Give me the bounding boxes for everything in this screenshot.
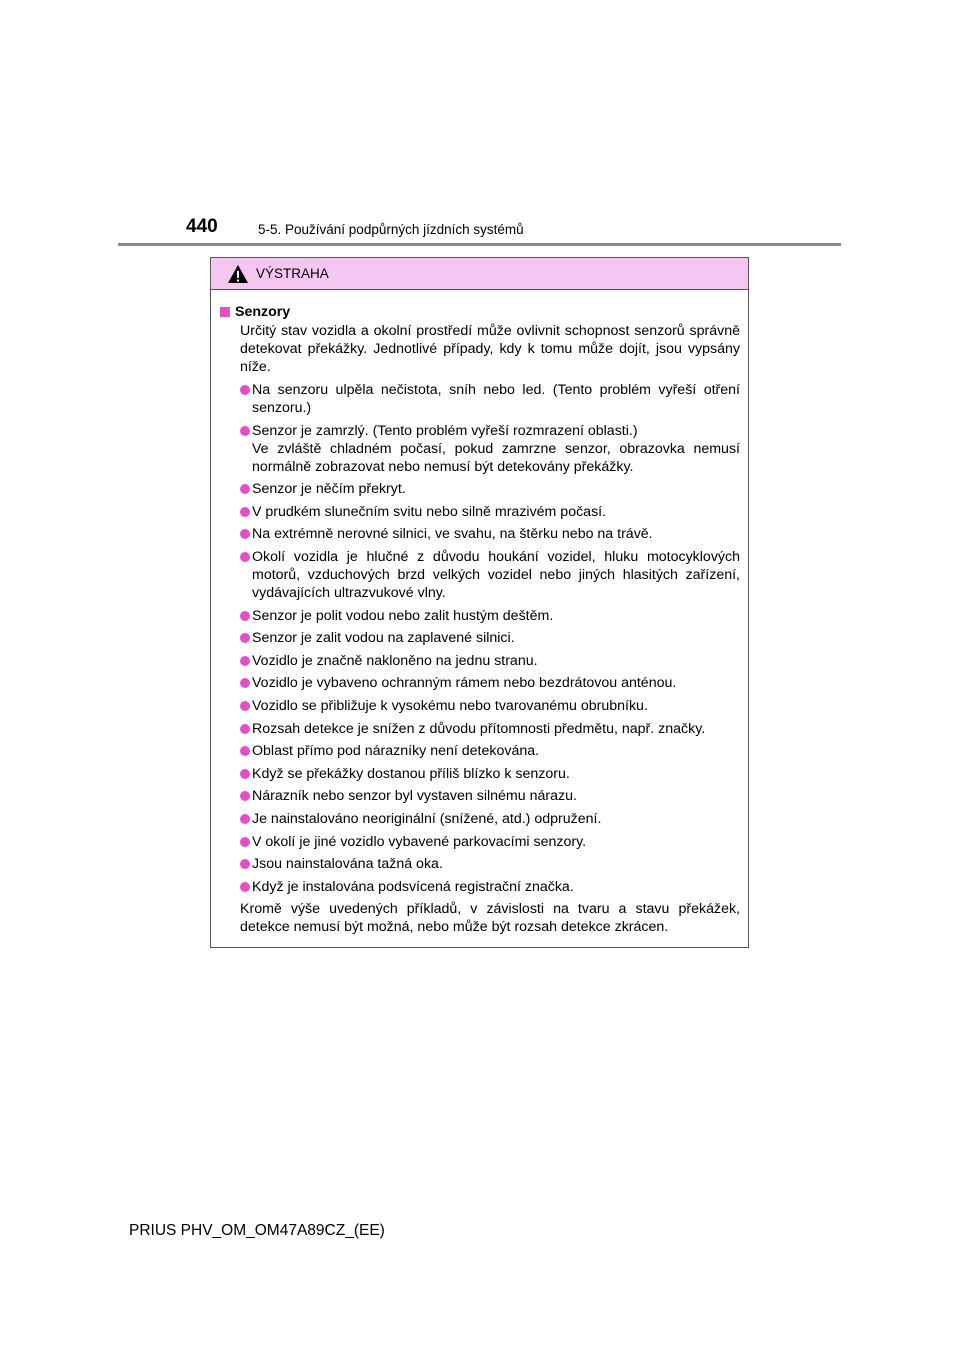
list-item bbox=[240, 525, 740, 543]
round-bullet-icon bbox=[240, 859, 250, 869]
round-bullet-icon bbox=[240, 611, 250, 621]
list-item-text: Ve zvláště chladném počasí, pokud zamrzne senzor, obrazovka nemusí normálně zobrazovat nebo nemusí být detekovány překážky. bbox=[252, 440, 740, 475]
subheading bbox=[220, 303, 740, 321]
page-number: 440 bbox=[186, 216, 218, 237]
warning-body bbox=[211, 290, 748, 936]
list-item-text: Když se překážky dostanou příliš blízko k senzoru. bbox=[252, 765, 570, 782]
round-bullet-icon bbox=[240, 746, 250, 756]
list-item-text: Vozidlo je vybaveno ochranným rámem nebo bezdrátovou anténou. bbox=[252, 675, 677, 692]
list-item-text: V okolí je jiné vozidlo vybavené parkovacími senzory. bbox=[252, 833, 587, 850]
list-item bbox=[240, 765, 740, 783]
list-item bbox=[240, 810, 740, 828]
list-item-text: Senzor je zamrzlý. (Tento problém vyřeší rozmrazení oblasti.) bbox=[252, 422, 638, 439]
list-item-text: Oblast přímo pod nárazníky není detekována. bbox=[252, 743, 540, 760]
list-item bbox=[240, 629, 740, 647]
warning-header bbox=[211, 258, 748, 290]
list-item bbox=[240, 480, 740, 498]
round-bullet-icon bbox=[240, 385, 250, 395]
list-item bbox=[240, 422, 740, 476]
list-item bbox=[240, 381, 740, 417]
list-item bbox=[240, 697, 740, 715]
round-bullet-icon bbox=[240, 769, 250, 779]
closing-text: Kromě výše uvedených příkladů, v závislosti na tvaru a stavu překážek, detekce nemusí být možná, nebo může být rozsah detekce zkrácen. bbox=[240, 901, 740, 936]
list-item-text: Když je instalována podsvícená registrační značka. bbox=[252, 878, 574, 895]
list-item-text: Jsou nainstalována tažná oka. bbox=[252, 856, 443, 873]
round-bullet-icon bbox=[240, 724, 250, 734]
list-item-text: Na senzoru ulpěla nečistota, sníh nebo led. (Tento problém vyřeší otření senzoru.) bbox=[252, 382, 740, 416]
round-bullet-icon bbox=[240, 529, 250, 539]
bullet-list bbox=[220, 381, 740, 896]
section-title: 5-5. Používání podpůrných jízdních systémů bbox=[258, 222, 524, 237]
list-item-text: Rozsah detekce je snížen z důvodu přítomnosti předmětu, např. značky. bbox=[252, 720, 706, 737]
round-bullet-icon bbox=[240, 484, 250, 494]
list-item bbox=[240, 607, 740, 625]
list-item bbox=[240, 742, 740, 760]
list-item-text: Nárazník nebo senzor byl vystaven silnému nárazu. bbox=[252, 788, 577, 805]
list-item-text: Je nainstalováno neoriginální (snížené, atd.) odpružení. bbox=[252, 810, 602, 827]
list-item-text: Vozidlo se přibližuje k vysokému nebo tvarovanému obrubníku. bbox=[252, 697, 648, 714]
list-item-text: Senzor je polit vodou nebo zalit hustým deštěm. bbox=[252, 607, 554, 624]
round-bullet-icon bbox=[240, 814, 250, 824]
list-item bbox=[240, 878, 740, 896]
list-item bbox=[240, 548, 740, 602]
square-bullet-icon bbox=[220, 307, 230, 317]
warning-triangle-icon bbox=[227, 264, 249, 284]
round-bullet-icon bbox=[240, 678, 250, 688]
list-item bbox=[240, 503, 740, 521]
round-bullet-icon bbox=[240, 426, 250, 436]
round-bullet-icon bbox=[240, 701, 250, 711]
list-item bbox=[240, 652, 740, 670]
round-bullet-icon bbox=[240, 633, 250, 643]
header-divider bbox=[118, 243, 841, 246]
list-item-text: Okolí vozidla je hlučné z důvodu houkání vozidel, hluku motocyklových motorů, vzduchových brzd velkých vozidel nebo jiných hlasitých zařízení, vydávajících ultrazvukové vlny. bbox=[252, 548, 740, 601]
list-item-text: Senzor je něčím překryt. bbox=[252, 481, 406, 498]
round-bullet-icon bbox=[240, 656, 250, 666]
warning-label: VÝSTRAHA bbox=[256, 266, 329, 281]
list-item-text: V prudkém slunečním svitu nebo silně mrazivém počasí. bbox=[252, 503, 607, 520]
subheading-text: Senzory bbox=[235, 304, 291, 320]
round-bullet-icon bbox=[240, 507, 250, 517]
list-item-text: Senzor je zalit vodou na zaplavené silnici. bbox=[252, 630, 515, 647]
warning-box bbox=[210, 257, 749, 948]
list-item-text: Vozidlo je značně nakloněno na jednu stranu. bbox=[252, 652, 538, 669]
round-bullet-icon bbox=[240, 791, 250, 801]
footer-model-code: PRIUS PHV_OM_OM47A89CZ_(EE) bbox=[129, 1222, 385, 1239]
list-item-text: Na extrémně nerovné silnici, ve svahu, na štěrku nebo na trávě. bbox=[252, 526, 653, 543]
list-item bbox=[240, 674, 740, 692]
list-item bbox=[240, 787, 740, 805]
round-bullet-icon bbox=[240, 837, 250, 847]
list-item bbox=[240, 833, 740, 851]
intro-text: Určitý stav vozidla a okolní prostředí může ovlivnit schopnost senzorů správně detekovat překážky. Jednotlivé případy, kdy k tomu může dojít, jsou vypsány níže. bbox=[240, 323, 740, 375]
list-item bbox=[240, 720, 740, 738]
round-bullet-icon bbox=[240, 882, 250, 892]
list-item bbox=[240, 855, 740, 873]
round-bullet-icon bbox=[240, 552, 250, 562]
